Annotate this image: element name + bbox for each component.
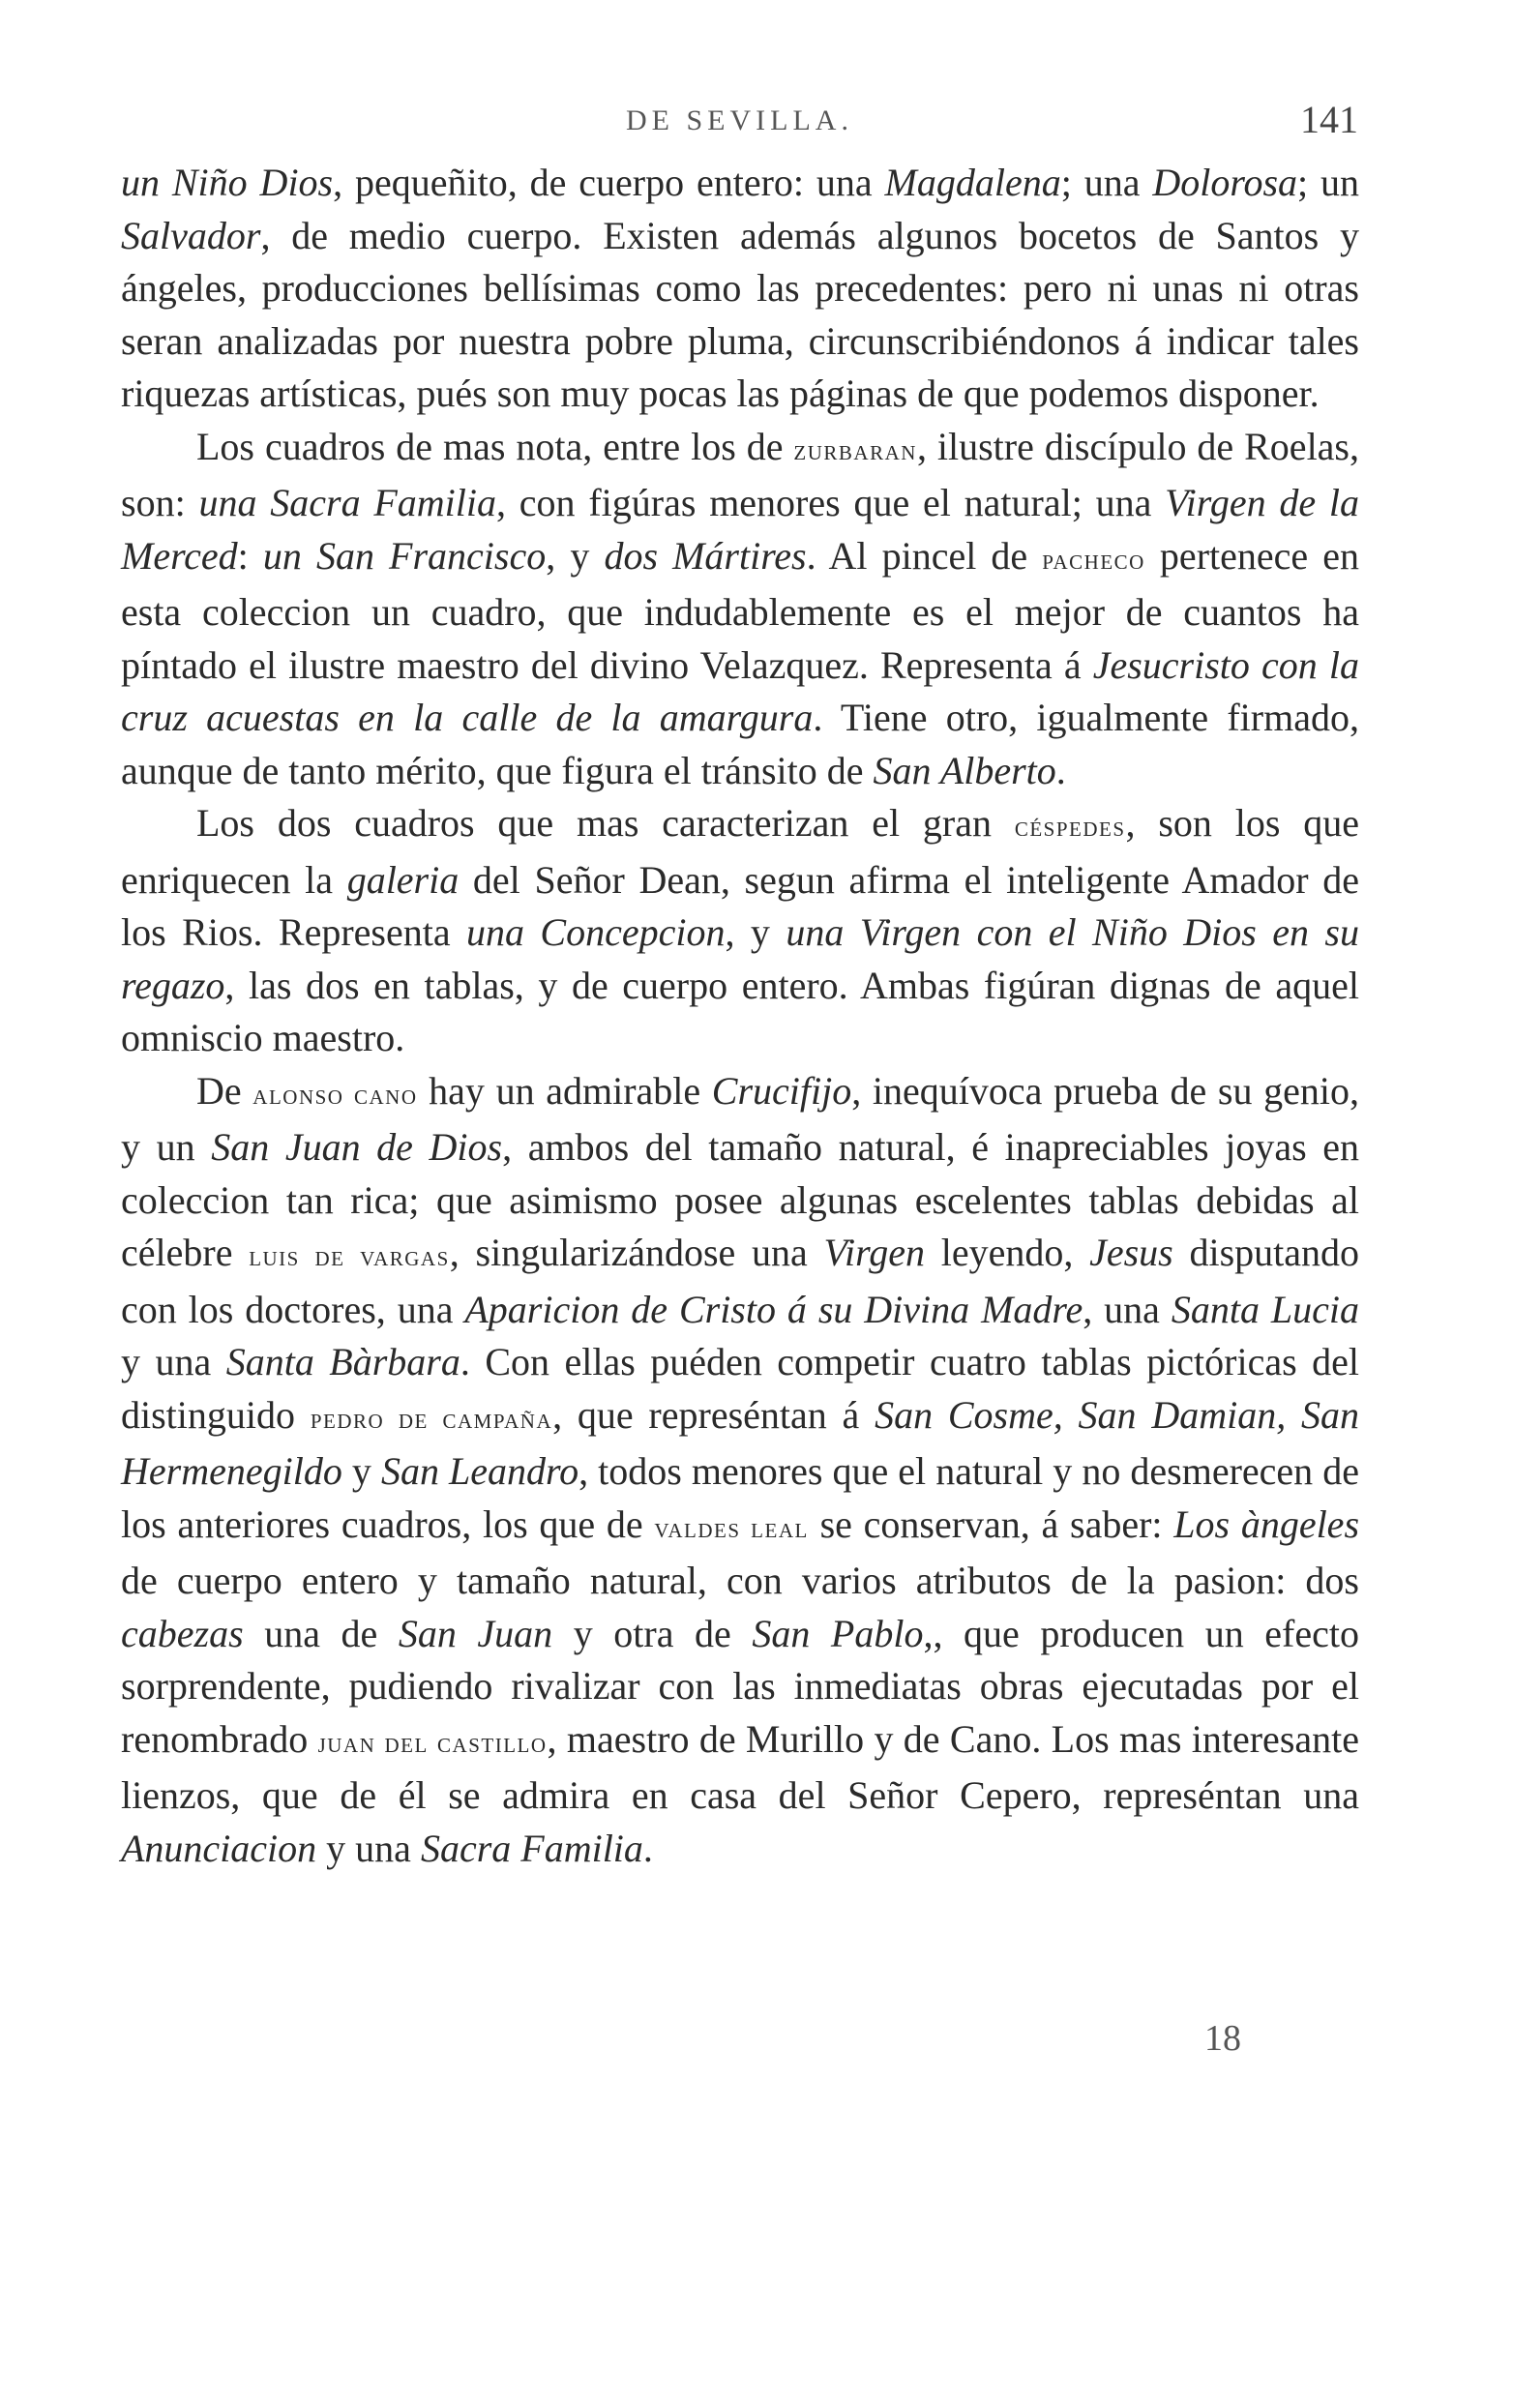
text-run: y una [316,1826,421,1870]
text-run: ; una [1060,161,1153,204]
italic-text: Virgen [823,1231,925,1274]
italic-text: Los àngeles [1173,1501,1360,1546]
text-run: : [237,533,263,578]
italic-text: San Juan [398,1611,553,1655]
text-run: , y [725,910,786,954]
text-run: , ilustre discípulo de Roelas, son: [121,424,1359,524]
text-run: , inequívoca prueba de su genio, y un [121,1068,1359,1169]
text-run: pertenece en esta coleccion un cuadro, que indudablemente es el mejor de cuantos ha píntado el ilustre maestro del divino Velazquez. Representa á [121,533,1359,687]
text-run: , son los que enriquecen la [121,801,1360,902]
text-run: . [642,1826,653,1870]
italic-text: dos Mártires [604,533,807,578]
italic-text: Crucifijo [711,1068,852,1113]
italic-text: galeria [346,857,460,902]
italic-text: una Virgen con el Niño Dios en su regazo [121,910,1359,1007]
text-run: y una [121,1340,226,1383]
small-caps-name: valdes leal [654,1512,809,1544]
text-run: y [341,1449,381,1493]
italic-text: San Alberto [873,748,1056,792]
italic-text: cabezas [121,1611,244,1655]
italic-text: Magdalena [884,161,1061,204]
italic-text: Sacra Familia [420,1826,643,1870]
text-run: , una [1083,1287,1172,1331]
paragraph [121,157,1359,421]
text-run: , ambos del tamaño natural, é inapreciables joyas en coleccion tan rica; que asimismo posee algunas escelentes tablas debidas al célebre [121,1125,1360,1274]
italic-text: San Leandro [380,1449,579,1493]
text-run: , pequeñito, de cuerpo entero: una [333,161,885,204]
small-caps-name: pacheco [1042,544,1145,576]
text-run: , todos menores que el natural y no desmerecen de los anteriores cuadros, los que de [121,1449,1359,1546]
italic-text: Jesus [1089,1231,1173,1274]
text-run: . Al pincel de [806,533,1043,578]
text-run: . Con ellas puéden competir cuatro tablas pictóricas del distinguido [121,1340,1359,1437]
italic-text: San Juan de Dios [211,1125,503,1169]
text-run: , las dos en tablas, y de cuerpo entero. Ambas figúran dignas de aquel omniscio maestro. [121,963,1359,1059]
text-run: una de [243,1611,399,1655]
italic-text: Santa Lucia [1171,1287,1359,1331]
italic-text: San Cosme, San Damian, San Hermenegildo [121,1392,1359,1493]
text-run: . [1055,748,1066,792]
body-text [121,157,1359,1875]
page-number: 141 [1300,98,1358,141]
italic-text: Dolorosa [1152,161,1298,204]
italic-text: San Pablo [752,1611,924,1655]
text-run: del Señor Dean, segun afirma el inteligente Amador de los Rios. Representa [121,857,1359,954]
text-run: De [196,1068,253,1113]
italic-text: Virgen de la Merced [121,481,1359,578]
text-run: , y [546,533,605,578]
text-run: leyendo, [924,1231,1090,1274]
small-caps-name: luis de vargas [249,1241,450,1272]
italic-text: un San Francisco [262,533,547,578]
italic-text: Salvador [121,213,261,257]
italic-text: Anunciacion [121,1826,317,1870]
text-run: . Tiene otro, igualmente firmado, aunque de tanto mérito, que figura el tránsito de [121,696,1359,792]
text-run: , de medio cuerpo. Existen además algunos bocetos de Santos y ángeles, producciones bellísimas como las precedentes: pero ni unas ni otras seran analizadas por nuestra pobre pluma, circunscribiéndonos á indicar tales riquezas artísticas, pués son muy pocas las páginas de que podemos disponer. [121,213,1359,415]
italic-text: Santa Bàrbara [225,1340,460,1383]
text-run: hay un admirable [417,1068,712,1113]
text-run: Los cuadros de mas nota, entre los de [196,424,794,468]
italic-text: Jesucristo con la cruz acuestas en la calle de la amargura [121,642,1359,739]
paragraph [121,421,1359,798]
italic-text: Aparicion de Cristo á su Divina Madre [464,1287,1083,1331]
italic-text: un Niño Dios [121,161,334,204]
text-run: , maestro de Murillo y de Cano. Los mas interesante lienzos, que de él se admira en casa del Señor Cepero, represéntan una [121,1716,1359,1817]
small-caps-name: pedro de campaña [310,1403,553,1435]
text-run: y otra de [552,1611,753,1655]
small-caps-name: zurbaran [793,434,917,466]
text-run: ; un [1297,161,1360,204]
small-caps-name: alonso cano [252,1079,418,1111]
page-header [121,98,1358,153]
text-run: de cuerpo entero y tamaño natural, con varios atributos de la pasion: dos [121,1559,1359,1602]
text-run: , que represéntan á [552,1392,875,1437]
text-run: , singularizándose una [449,1231,824,1274]
signature-mark: 18 [1204,2018,1241,2059]
text-run: ,, que producen un efecto sorprendente, pudiendo rivalizar con las inmediatas obras ejecutadas por el renombrado [121,1611,1359,1761]
text-run: se conservan, á saber: [808,1501,1174,1546]
text-run: disputando con los doctores, una [121,1231,1360,1331]
paragraph [121,1065,1359,1876]
italic-text: una Sacra Familia [198,481,497,524]
text-run: Los dos cuadros que mas caracterizan el gran [196,801,1015,845]
italic-text: una Concepcion [466,910,726,954]
text-run: , con figúras menores que el natural; una [496,481,1166,524]
paragraph [121,797,1359,1065]
small-caps-name: céspedes [1014,812,1126,843]
small-caps-name: juan del castillo [317,1727,548,1759]
running-head: DE SEVILLA. [626,104,853,136]
